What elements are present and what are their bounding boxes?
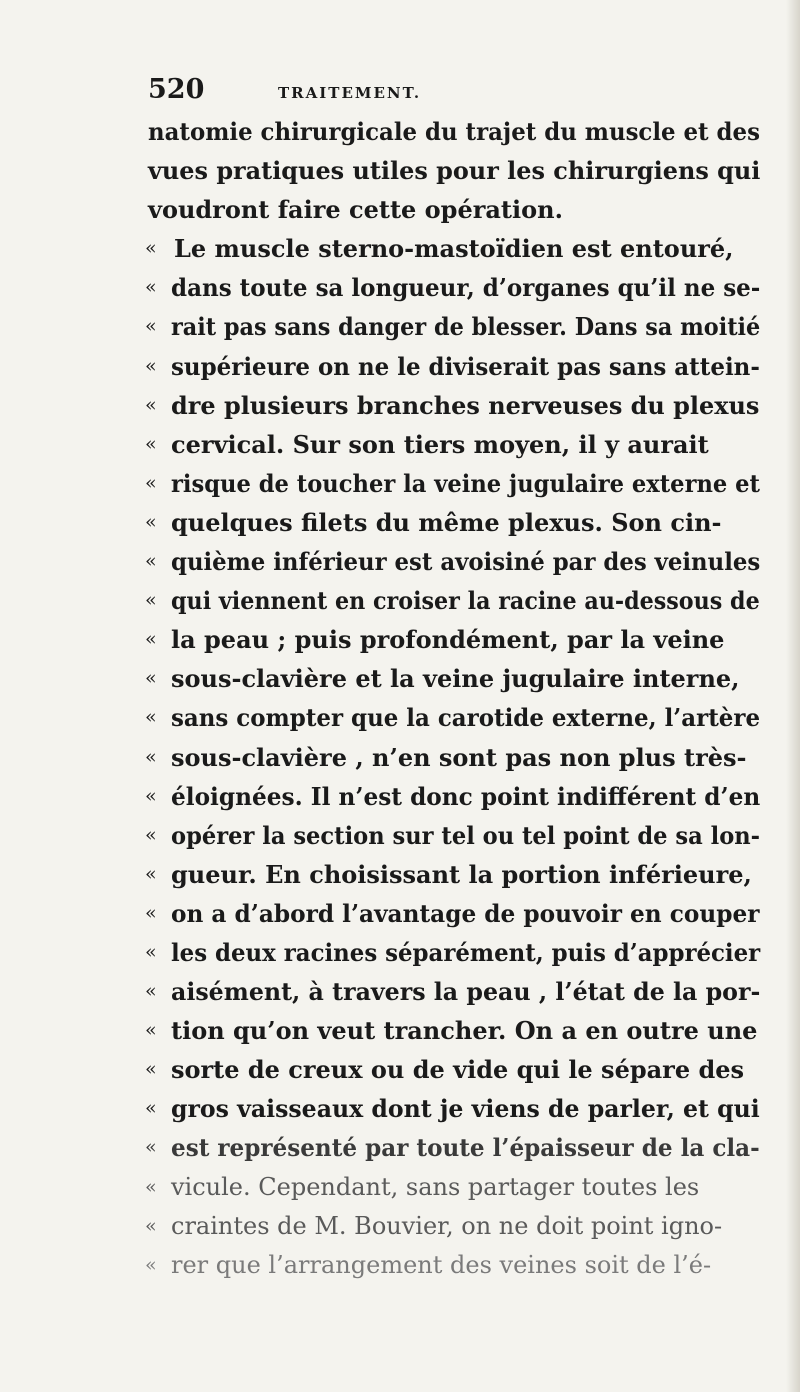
text-line bbox=[145, 738, 758, 777]
quote-mark: « bbox=[145, 1253, 157, 1276]
line-text: éloignées. Il n’est donc point indifférent d’en bbox=[171, 781, 761, 811]
text-line bbox=[148, 112, 758, 151]
text-line bbox=[145, 307, 761, 346]
line-text: rer que l’arrangement des veines soit de l’é- bbox=[171, 1250, 712, 1279]
line-text: supérieure on ne le diviserait pas sans attein- bbox=[171, 351, 760, 381]
page-number: 520 bbox=[148, 74, 205, 105]
text-line bbox=[148, 151, 761, 190]
running-title: TRAITEMENT. bbox=[278, 84, 422, 102]
text-line bbox=[145, 777, 761, 816]
quote-mark: « bbox=[145, 471, 157, 494]
quote-mark: « bbox=[145, 901, 157, 924]
quote-mark: « bbox=[145, 784, 157, 807]
quote-mark: « bbox=[145, 745, 157, 768]
quote-mark: « bbox=[145, 1097, 157, 1120]
quote-mark: « bbox=[145, 940, 157, 963]
quote-mark: « bbox=[145, 510, 157, 533]
quote-mark: « bbox=[145, 862, 157, 885]
text-line bbox=[145, 229, 758, 268]
line-text: tion qu’on veut trancher. On a en outre une bbox=[171, 1016, 758, 1046]
text-line bbox=[145, 386, 760, 425]
line-text: les deux racines séparément, puis d’apprécier bbox=[171, 937, 761, 967]
running-head bbox=[148, 74, 748, 114]
text-line bbox=[145, 425, 758, 464]
text-line bbox=[145, 933, 761, 972]
line-text: vues pratiques utiles pour les chirurgiens qui bbox=[148, 156, 761, 186]
line-text: Le muscle sterno-mastoïdien est entouré, bbox=[174, 234, 734, 264]
line-text: craintes de M. Bouvier, on ne doit point igno- bbox=[171, 1211, 723, 1240]
line-text: sous-clavière , n’en sont pas non plus très- bbox=[171, 742, 747, 772]
quote-mark: « bbox=[145, 432, 157, 455]
line-text: dans toute sa longueur, d’organes qu’il ne se- bbox=[171, 273, 761, 303]
line-text: quième inférieur est avoisiné par des veinules bbox=[171, 547, 761, 577]
text-line bbox=[145, 855, 758, 894]
text-line bbox=[145, 542, 761, 581]
quote-mark: « bbox=[145, 823, 157, 846]
quote-mark: « bbox=[145, 667, 157, 690]
text-line bbox=[145, 1168, 758, 1207]
quote-mark: « bbox=[145, 1019, 157, 1042]
quote-mark: « bbox=[145, 706, 157, 729]
quote-mark: « bbox=[145, 276, 157, 299]
line-text: sorte de creux ou de vide qui le sépare des bbox=[171, 1055, 744, 1085]
line-text: sous-clavière et la veine jugulaire interne, bbox=[171, 664, 740, 694]
page-edge-shadow bbox=[786, 0, 800, 1392]
line-text: vicule. Cependant, sans partager toutes les bbox=[171, 1172, 700, 1201]
line-text: voudront faire cette opération. bbox=[148, 195, 563, 225]
text-line bbox=[145, 581, 760, 620]
quote-mark: « bbox=[145, 550, 157, 573]
quote-mark: « bbox=[145, 980, 157, 1003]
line-text: cervical. Sur son tiers moyen, il y aurait bbox=[171, 429, 709, 459]
line-text: natomie chirurgicale du trajet du muscle et des bbox=[148, 117, 760, 146]
text-line bbox=[145, 1128, 760, 1167]
line-text: la peau ; puis profondément, par la veine bbox=[171, 625, 725, 655]
text-line bbox=[145, 347, 760, 386]
quote-mark: « bbox=[145, 354, 157, 377]
text-line bbox=[145, 1246, 758, 1285]
quote-mark: « bbox=[145, 393, 157, 416]
quote-mark: « bbox=[145, 1175, 157, 1198]
quote-mark: « bbox=[145, 315, 157, 338]
line-text: on a d’abord l’avantage de pouvoir en couper bbox=[171, 898, 760, 928]
quote-mark: « bbox=[145, 237, 157, 260]
quote-mark: « bbox=[145, 589, 157, 612]
text-line bbox=[145, 268, 761, 307]
text-line bbox=[145, 1089, 760, 1128]
line-text: sans compter que la carotide externe, l’artère bbox=[171, 703, 761, 733]
quote-mark: « bbox=[145, 1214, 157, 1237]
quote-mark: « bbox=[145, 1058, 157, 1081]
text-line bbox=[145, 620, 758, 659]
line-text: qui viennent en croiser la racine au-dessous de bbox=[171, 586, 760, 616]
text-line bbox=[145, 972, 761, 1011]
quote-mark: « bbox=[145, 628, 157, 651]
line-text: rait pas sans danger de blesser. Dans sa moitié bbox=[171, 312, 761, 342]
text-line bbox=[145, 464, 761, 503]
text-line bbox=[145, 816, 761, 855]
text-line bbox=[145, 659, 758, 698]
text-line bbox=[145, 503, 758, 542]
line-text: dre plusieurs branches nerveuses du plexus bbox=[171, 390, 760, 420]
body-text bbox=[145, 112, 761, 1285]
line-text: gueur. En choisissant la portion inférieure, bbox=[171, 859, 752, 889]
line-text: opérer la section sur tel ou tel point de sa lon- bbox=[171, 820, 761, 850]
text-line bbox=[145, 698, 761, 737]
line-text: risque de toucher la veine jugulaire externe et bbox=[171, 468, 761, 498]
text-line bbox=[145, 1050, 758, 1089]
line-text: quelques filets du même plexus. Son cin- bbox=[171, 507, 722, 537]
text-line bbox=[145, 1011, 758, 1050]
text-line bbox=[145, 894, 760, 933]
quote-mark: « bbox=[145, 1136, 157, 1159]
line-text: gros vaisseaux dont je viens de parler, et qui bbox=[171, 1094, 760, 1124]
text-line bbox=[148, 190, 758, 229]
line-text: aisément, à travers la peau , l’état de la por- bbox=[171, 977, 761, 1007]
line-text: est représenté par toute l’épaisseur de la cla- bbox=[171, 1133, 760, 1163]
text-line bbox=[145, 1207, 758, 1246]
